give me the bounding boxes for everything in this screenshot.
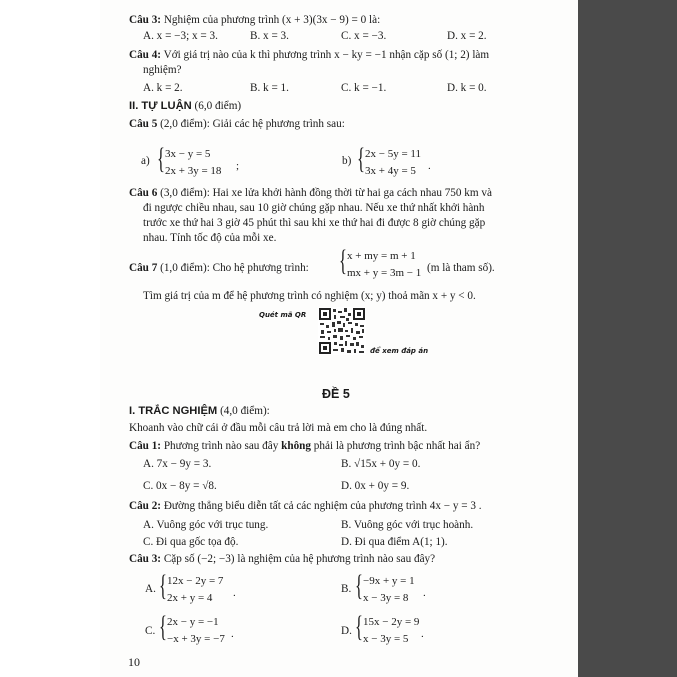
question-5: Câu 5 (2,0 điểm): Giải các hệ phương trình sau: xyxy=(129,118,345,130)
page-number: 10 xyxy=(128,655,140,669)
q1-option-c: C. 0x − 8y = √8. xyxy=(143,480,217,492)
q3b-option-a-system: { 12x − 2y = 7 2x + y = 4 . xyxy=(159,569,236,604)
q1-option-a: A. 7x − 9y = 3. xyxy=(143,458,212,470)
q3b-option-a-label: A. xyxy=(145,583,156,595)
left-margin xyxy=(0,0,100,677)
qr-right-label: để xem đáp án xyxy=(370,347,429,355)
q7-note: (m là tham số). xyxy=(427,262,495,274)
section-2-heading: II. TỰ LUẬN (6,0 điểm) xyxy=(129,100,242,112)
exam-5-title: ĐỀ 5 xyxy=(322,387,350,401)
q5-a-system: { 3x − y = 5 2x + 3y = 18 ; xyxy=(157,142,240,177)
question-3-b: Câu 3: Cặp số (−2; −3) là nghiệm của hệ phương trình nào sau đây? xyxy=(129,553,436,565)
q3b-option-c-label: C. xyxy=(145,625,156,637)
question-3-a: Câu 3: Nghiệm của phương trình (x + 3)(3x − 9) = 0 là: xyxy=(129,14,381,26)
question-6-line4: nhau. Tính tốc độ của mỗi xe. xyxy=(143,232,277,244)
q3b-option-d-system: { 15x − 2y = 9 x − 3y = 5 . xyxy=(355,610,424,645)
question-6-line1: Câu 6 (3,0 điểm): Hai xe lửa khởi hành đồng thời từ hai ga cách nhau 750 km và xyxy=(129,187,492,199)
q5-a-label: a) xyxy=(141,155,150,167)
question-6-line3: trước xe thứ hai 3 giờ 45 phút thì sau khi xe thứ hai đi được 8 giờ chúng gặp xyxy=(143,217,486,229)
q1-option-d: D. 0x + 0y = 9. xyxy=(341,480,410,492)
q3a-option-c: C. x = −3. xyxy=(341,30,387,42)
section-1-heading: I. TRẮC NGHIỆM (4,0 điểm): xyxy=(129,405,270,417)
qr-code xyxy=(318,307,366,355)
q4a-option-a: A. k = 2. xyxy=(143,82,183,94)
q7-follow: Tìm giá trị của m để hệ phương trình có nghiệm (x; y) thoả mãn x + y < 0. xyxy=(143,290,476,302)
question-6-line2: đi ngược chiều nhau, sau 10 giờ chúng gặp nhau. Nếu xe thứ nhất khởi hành xyxy=(143,202,485,214)
q3b-option-b-system: { −9x + y = 1 x − 3y = 8 . xyxy=(355,569,426,604)
q3a-option-d: D. x = 2. xyxy=(447,30,487,42)
q3a-option-b: B. x = 3. xyxy=(250,30,289,42)
q4a-option-c: C. k = −1. xyxy=(341,82,387,94)
q3a-option-a: A. x = −3; x = 3. xyxy=(143,30,218,42)
question-7: Câu 7 (1,0 điểm): Cho hệ phương trình: xyxy=(129,262,309,274)
right-dark-margin xyxy=(578,0,677,677)
q5-b-label: b) xyxy=(342,155,352,167)
q3b-option-b-label: B. xyxy=(341,583,352,595)
q1-option-b: B. √15x + 0y = 0. xyxy=(341,458,421,470)
question-4-a-line2: nghiệm? xyxy=(143,64,182,76)
q5-b-system: { 2x − 5y = 11 3x + 4y = 5 . xyxy=(357,142,431,177)
qr-left-label: Quét mã QR xyxy=(259,311,307,319)
q7-system: { x + my = m + 1 mx + y = 3m − 1 xyxy=(339,244,422,279)
q4a-option-d: D. k = 0. xyxy=(447,82,487,94)
q2-option-a: A. Vuông góc với trục tung. xyxy=(143,519,269,531)
question-1: Câu 1: Phương trình nào sau đây không phải là phương trình bậc nhất hai ẩn? xyxy=(129,440,481,452)
q3b-option-d-label: D. xyxy=(341,625,352,637)
q2-option-c: C. Đi qua gốc tọa độ. xyxy=(143,536,239,548)
q2-option-b: B. Vuông góc với trục hoành. xyxy=(341,519,474,531)
q2-option-d: D. Đi qua điểm A(1; 1). xyxy=(341,536,448,548)
q3b-option-c-system: { 2x − y = −1 −x + 3y = −7 . xyxy=(159,610,234,645)
question-4-a: Câu 4: Với giá trị nào của k thì phương trình x − ky = −1 nhận cặp số (1; 2) làm xyxy=(129,49,490,61)
q4a-option-b: B. k = 1. xyxy=(250,82,289,94)
question-2: Câu 2: Đường thẳng biểu diễn tất cả các nghiệm của phương trình 4x − y = 3 . xyxy=(129,500,482,512)
instruction: Khoanh vào chữ cái ở đầu mỗi câu trả lời mà em cho là đúng nhất. xyxy=(129,422,428,434)
